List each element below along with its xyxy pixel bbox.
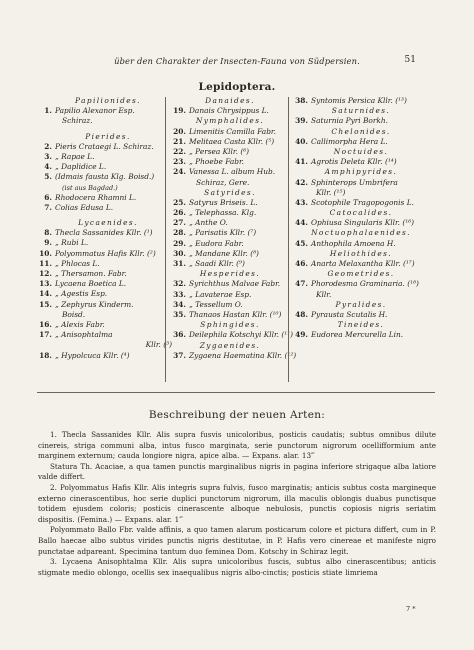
entry-number: 4. xyxy=(44,162,52,172)
species-entry xyxy=(292,157,430,167)
species-entry xyxy=(38,351,178,361)
entry-number: 5. xyxy=(44,172,52,182)
species-entry xyxy=(292,96,430,106)
entry-number: 13. xyxy=(39,279,52,289)
family-heading: Chelonides. xyxy=(331,126,391,136)
entry-number: 19. xyxy=(173,106,186,116)
species-entry xyxy=(38,310,178,320)
species-name: Eudorea Mercurella Lin. xyxy=(311,330,404,340)
species-entry xyxy=(38,172,178,182)
paragraph: Polyommato Ballo Fbr. valde affinis, a quo tamen alarum posticarum colore et pictura differt, cum in P. Ballo haecae albo subtus virides punctis nigris destitutae, in P. Hafis vero cinereae et manifeste nigro punctatae adpareant. Specimina tantum duo feminea Dom. Kotschy in Schiraz legit. xyxy=(38,525,436,556)
species-entry xyxy=(38,279,178,289)
column-divider xyxy=(165,97,166,382)
species-name: (Idmais fausta Klg. Boisd.) xyxy=(55,172,155,182)
species-entry xyxy=(172,218,288,228)
family-heading: Geometrides. xyxy=(327,269,395,279)
paragraph: Statura Th. Acaciae, a qua tamen punctis marginalibus nigris in pagina inferiore strigaque alba latiore valde differt. xyxy=(38,461,436,482)
entry-number: 38. xyxy=(295,96,308,105)
species-name: „ Agestis Esp. xyxy=(55,289,108,299)
species-name: Pieris Crataegi L. Schiraz. xyxy=(55,141,154,151)
species-entry xyxy=(172,300,288,310)
entry-number: 12. xyxy=(39,269,52,278)
species-entry xyxy=(38,289,178,299)
species-name: Agrotis Deleta Kllr. (¹⁴) xyxy=(311,157,397,167)
species-entry xyxy=(38,152,178,162)
species-name: „ Phlocas L. xyxy=(55,258,100,268)
species-entry xyxy=(38,142,178,152)
species-name: Anarta Melaxantha Kllr. (¹⁷) xyxy=(311,259,415,268)
family-heading: Sphingides. xyxy=(200,320,260,330)
family-heading: Pyralides. xyxy=(335,299,387,309)
entry-number: 18. xyxy=(39,350,52,360)
entry-number: 6. xyxy=(44,192,52,202)
entry-number: 34. xyxy=(173,299,186,309)
entry-number: 36. xyxy=(173,330,186,340)
species-name: „ Eudora Fabr. xyxy=(189,238,244,248)
species-entry xyxy=(292,188,430,198)
page-number: 51 xyxy=(404,55,416,65)
species-entry xyxy=(172,259,288,269)
entry-number: 23. xyxy=(173,157,186,167)
entry-number: 26. xyxy=(173,208,186,218)
species-name: Schiraz, Gere. xyxy=(196,177,250,187)
species-entry xyxy=(292,290,430,300)
species-entry xyxy=(292,239,430,249)
family-heading: Zygaenides. xyxy=(199,340,261,350)
entry-number: 32. xyxy=(173,279,186,289)
entry-number: 37. xyxy=(173,350,186,360)
species-entry xyxy=(38,330,178,340)
paragraph: 1. Thecla Sassanides Kllr. Alis supra fusvis unicoloribus, posticis caudatis; subtus omnibus dilute cinereis, striga communi alba, intus fusco marginata, serie punctorum nigrorum ocellifformium ante marginem externum; cauda longiore nigra, apice alba. — Expans. alar. 13‴ xyxy=(38,430,436,461)
species-entry xyxy=(172,137,288,147)
entry-number: 1. xyxy=(44,106,52,116)
species-name: „ Anthe O. xyxy=(189,218,228,228)
entry-number: 14. xyxy=(39,289,52,299)
species-name: Colias Edusa L. xyxy=(55,202,114,212)
species-name: Anthophila Amoena H. xyxy=(311,238,396,248)
entry-number: 7. xyxy=(44,202,52,212)
species-name: Vanessa L. album Hub. xyxy=(189,167,276,177)
species-name: Syntomis Persica Kllr. (¹³) xyxy=(311,96,407,105)
species-entry xyxy=(172,249,288,259)
entry-number: 42. xyxy=(295,177,308,187)
family-heading: Saturnides. xyxy=(331,106,391,116)
family-heading: Heliothides. xyxy=(329,248,393,258)
species-entry xyxy=(292,218,430,228)
entry-number: 30. xyxy=(173,248,186,258)
entry-number: 3. xyxy=(44,151,52,161)
species-name: Satyrus Briseis. L. xyxy=(189,197,258,207)
species-name: Syrichthus Malvae Fabr. xyxy=(189,279,281,289)
entry-number: 33. xyxy=(173,289,186,299)
species-entry xyxy=(292,116,430,126)
species-entry xyxy=(38,116,178,126)
entry-number: 11. xyxy=(39,258,52,268)
species-entry xyxy=(172,157,288,167)
species-name: (ist aus Bagdad.) xyxy=(62,183,118,192)
species-name: Lycaena Boetica L. xyxy=(55,279,127,289)
species-entry xyxy=(292,279,430,289)
section-divider xyxy=(37,392,435,393)
species-entry xyxy=(172,350,297,361)
species-name: Papilio Alexanor Esp. xyxy=(55,106,135,116)
species-name: Kllr. (³) xyxy=(145,340,172,350)
species-name: Thecla Sassanides Kllr. (¹) xyxy=(55,228,153,238)
species-column-2 xyxy=(172,96,297,361)
species-entry xyxy=(172,147,288,157)
species-name: Phorodesma Graminaria. (¹⁸) xyxy=(311,279,419,289)
family-heading: Danaides. xyxy=(205,96,255,105)
entry-number: 15. xyxy=(39,299,52,309)
species-entry xyxy=(172,127,288,137)
description-title: Beschreibung der neuen Arten: xyxy=(148,409,326,421)
species-name: „ Mandane Kllr. (⁸) xyxy=(189,248,259,258)
entry-number: 44. xyxy=(295,218,308,228)
species-name: Callimorpha Hera L. xyxy=(311,136,388,146)
entry-number: 35. xyxy=(173,309,186,319)
species-entry xyxy=(292,259,430,269)
species-name: „ Rapae L. xyxy=(55,151,95,161)
family-heading: Tineides. xyxy=(337,320,385,330)
entry-number: 45. xyxy=(295,238,308,248)
species-name: „ Saadi Kllr. (⁹) xyxy=(189,259,245,268)
family-heading: Pierides. xyxy=(85,131,131,141)
species-name: Boisd. xyxy=(62,309,86,319)
family-heading: Nymphalides. xyxy=(195,116,265,126)
entry-number: 22. xyxy=(173,146,186,156)
species-name: Ophiusa Singularis Kllr. (¹⁶) xyxy=(311,218,415,228)
family-heading: Papilionides. xyxy=(75,96,141,105)
species-name: Saturnia Pyri Borkh. xyxy=(311,116,389,126)
species-entry xyxy=(172,198,288,208)
species-name: Deilephila Kotschyi Kllr. (¹¹) xyxy=(189,330,294,340)
species-entry xyxy=(38,183,178,193)
family-heading: Noctuophalaenides. xyxy=(311,228,411,238)
species-entry xyxy=(38,259,178,269)
entry-number: 29. xyxy=(173,238,186,248)
signature-mark: 7 * xyxy=(406,605,416,613)
family-heading: Hesperides. xyxy=(199,269,261,279)
species-entry xyxy=(172,239,288,249)
entry-number: 24. xyxy=(173,167,186,177)
species-entry xyxy=(172,208,288,218)
species-entry xyxy=(292,310,430,320)
entry-number: 48. xyxy=(295,309,308,319)
species-entry xyxy=(38,300,178,310)
family-heading: Satyrides. xyxy=(204,187,256,197)
species-entry xyxy=(38,203,178,213)
entry-number: 40. xyxy=(295,136,308,146)
entry-number: 20. xyxy=(173,126,186,136)
species-column-3 xyxy=(292,96,430,341)
entry-number: 9. xyxy=(44,238,52,248)
species-name: Zygaena Haematina Kllr. (¹²) xyxy=(189,350,297,360)
species-entry xyxy=(172,330,294,340)
species-entry xyxy=(172,106,288,116)
species-name: „ Thersamon. Fabr. xyxy=(55,269,127,278)
entry-number: 31. xyxy=(173,259,186,268)
species-entry xyxy=(38,228,178,238)
species-entry xyxy=(172,290,288,300)
species-name: „ Alexis Fabr. xyxy=(55,319,105,329)
entry-number: 16. xyxy=(39,319,52,329)
species-name: Polyommatus Hafis Kllr. (²) xyxy=(55,248,156,258)
entry-number: 25. xyxy=(173,197,186,207)
entry-number: 21. xyxy=(173,136,186,146)
entry-number: 8. xyxy=(44,228,52,238)
entry-number: 28. xyxy=(173,228,186,238)
species-name: Kllr. xyxy=(316,289,332,299)
family-heading: Noctuides. xyxy=(333,146,389,156)
entry-number: 43. xyxy=(295,197,308,207)
species-name: „ Telephassa. Klg. xyxy=(189,208,257,218)
species-name: Thanaos Hastan Kllr. (¹⁰) xyxy=(189,309,282,319)
entry-number: 2. xyxy=(44,141,52,151)
species-name: Danais Chrysippus L. xyxy=(189,106,269,116)
running-head: über den Charakter der Insecten-Fauna von Südpersien. xyxy=(114,56,360,66)
species-entry xyxy=(38,193,178,203)
species-name: „ Parisatis Kllr. (⁷) xyxy=(189,228,257,238)
entry-number: 41. xyxy=(295,157,308,167)
species-entry xyxy=(38,269,178,279)
species-entry xyxy=(38,238,178,248)
species-entry xyxy=(172,279,288,289)
species-name: Limenitis Camilla Fabr. xyxy=(189,126,277,136)
species-entry xyxy=(38,249,178,259)
family-heading: Catocalides. xyxy=(329,208,393,218)
species-column-1 xyxy=(38,96,178,361)
entry-number: 47. xyxy=(295,279,308,289)
species-entry xyxy=(292,330,430,340)
description-body xyxy=(38,430,436,578)
species-name: „ Lavaterae Esp. xyxy=(189,289,252,299)
species-entry xyxy=(172,228,288,238)
species-name: Melitaea Casta Kllr. (⁵) xyxy=(189,136,275,146)
species-name: „ Daplidice L. xyxy=(55,162,107,172)
species-entry xyxy=(38,162,178,172)
species-entry xyxy=(172,178,288,188)
species-entry xyxy=(292,178,430,188)
species-name: Pyrausta Scutalis H. xyxy=(311,309,388,319)
species-entry xyxy=(172,310,288,320)
species-name: Schiraz. xyxy=(62,116,93,126)
species-entry xyxy=(292,198,430,208)
species-name: Sphinterops Umbrifera xyxy=(311,177,398,187)
species-name: Scotophile Tragopogonis L. xyxy=(311,197,414,207)
species-entry xyxy=(38,106,178,116)
section-title: Lepidoptera. xyxy=(198,81,276,93)
species-entry xyxy=(172,167,288,177)
species-name: „ Phoebe Fabr. xyxy=(189,157,245,167)
paragraph: 3. Lycaena Anisophtalma Kllr. Alis supra unicoloribus fuscis, subtus albo cinerascentibus; anticis stigmate medio oblongo, ocellis sex inaequalibus nigris albo-cinctis; posticis stiate limriema xyxy=(38,557,436,577)
family-heading: Amphipyrides. xyxy=(324,167,398,177)
species-name: Rhodocera Rhamni L. xyxy=(55,192,137,202)
family-heading: Lycaenides. xyxy=(78,218,138,228)
entry-number: 39. xyxy=(295,116,308,126)
species-entry xyxy=(38,340,178,350)
entry-number: 49. xyxy=(295,330,308,340)
entry-number: 46. xyxy=(295,259,308,268)
entry-number: 10. xyxy=(39,248,52,258)
species-name: Kllr. (¹⁵) xyxy=(316,187,346,197)
entry-number: 27. xyxy=(173,218,186,228)
species-entry xyxy=(292,137,430,147)
species-entry xyxy=(38,320,178,330)
species-name: „ Persea Kllr. (⁶) xyxy=(189,146,250,156)
paragraph: 2. Polyommatus Hafis Kllr. Alis integris supra fulvis, fusco marginatis; anticis subtus costa margineque externo cinerascentibus, hoc serie duplici punctorum nigrorum, illa maculis oblongis duabus punctisque totidem ejusdem coloris; posticis cinerascente alboque nebulosis, punctis copiosis nigris seriatim dispositis. (Femina.) — Expans. alar. 1‴ xyxy=(38,482,436,524)
column-divider xyxy=(288,97,289,382)
species-name: „ Anisophtalma xyxy=(55,330,113,340)
species-name: „ Tessellum O. xyxy=(189,299,243,309)
species-name: „ Hypolcuca Kllr. (⁴) xyxy=(55,350,130,360)
species-name: „ Rubi L. xyxy=(55,238,89,248)
entry-number: 17. xyxy=(39,330,52,340)
species-name: „ Zephyrus Kinderm. xyxy=(55,299,134,309)
